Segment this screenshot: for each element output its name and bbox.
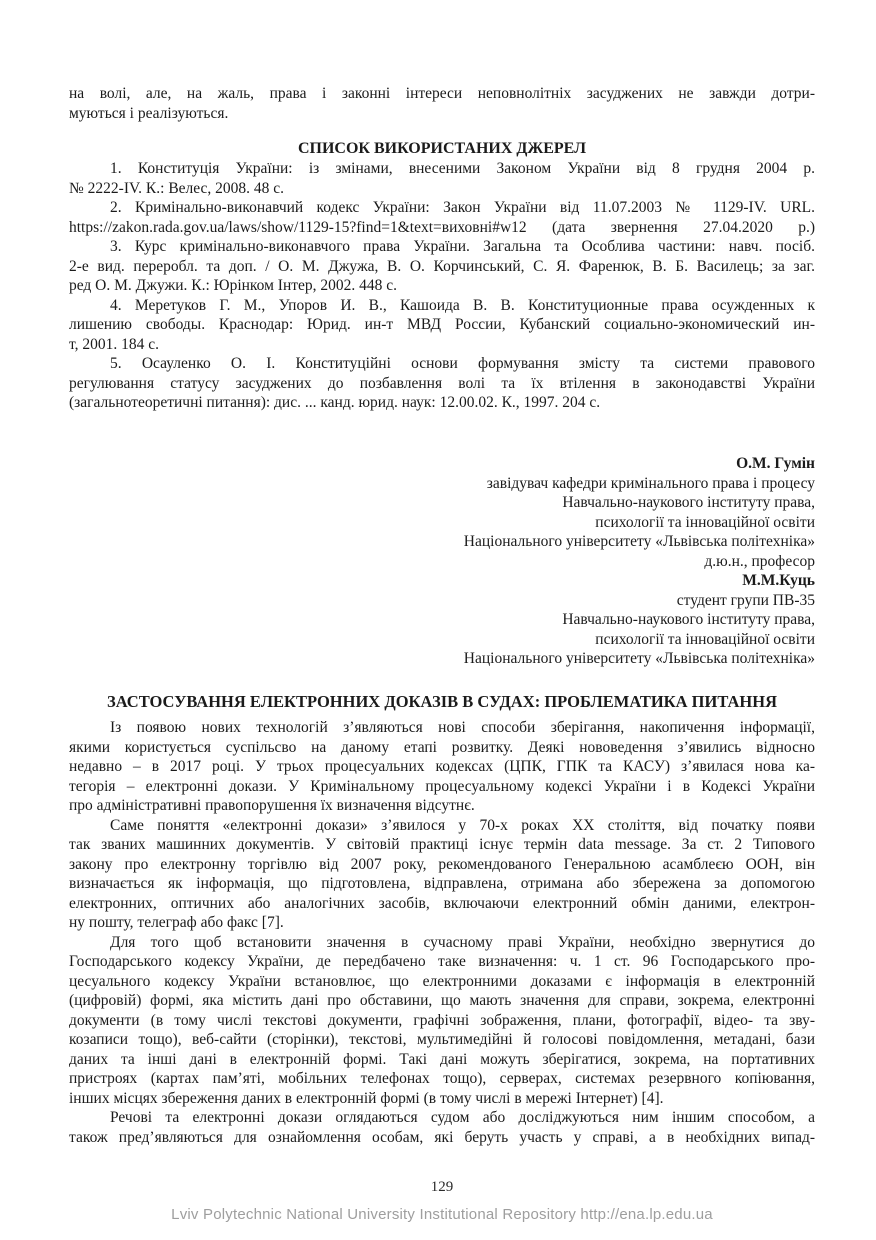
references-list [69, 159, 815, 413]
body-paragraph [69, 718, 815, 816]
text-line: козаписи тощо), веб-сайти (сторінки), текстові, мультимедійні й голосові повідомлення, метадані, бази [69, 1031, 815, 1048]
reference-item [69, 198, 815, 237]
text-line: https://zakon.rada.gov.ua/laws/show/1129-15?find=1&text=виховні#w12 (дата звернення 27.04.2020 р.) [69, 218, 815, 236]
reference-item [69, 237, 815, 296]
authors-block [69, 454, 815, 669]
reference-item [69, 159, 815, 198]
text-line: про адміністративні правопорушення їх визначення відсутнє. [69, 797, 475, 814]
author-name: О.М. Гумін [736, 455, 815, 472]
text-line: Речові та електронні докази оглядаються судом або досліджуються ним іншим способом, а [110, 1109, 815, 1126]
text-line: інших місцях збереження даних в електронній формі (в тому числі в мережі Інтернет) [4]. [69, 1089, 664, 1107]
text-line: Навчально-наукового інституту права, [562, 494, 815, 511]
text-line: Саме поняття «електронні докази» з’явилося у 70-х роках ХХ століття, від початку появи [110, 816, 815, 834]
text-line: пристроях (картах пам’яті, мобільних телефонах тощо), серверах, системах резервного копіювання, [69, 1070, 815, 1087]
text-line: 4. Меретуков Г. М., Упоров И. В., Кашоида В. В. Конституционные права осужденных к [110, 296, 815, 314]
reference-item [69, 354, 815, 413]
text-line: психології та інноваційної освіти [595, 513, 815, 531]
text-line: визначається як інформація, що підготовлена, відправлена, отримана або збережена за допомогою [69, 875, 815, 892]
text-line: Національного університету «Львівська політехніка» [463, 533, 815, 550]
text-line: якими користується суспільсво на даному етапі розвитку. Деякі нововедення з’явились відносно [69, 738, 815, 756]
text-line: даних та інші дані в електронній формі. Такі дані можуть зберігатися, зокрема, на портативних [69, 1050, 815, 1068]
text-line: документи (в тому числі текстові документи, графічні зображення, плани, фотографії, відео- та зву- [69, 1011, 815, 1029]
article-body [69, 718, 815, 1147]
text-line: психології та інноваційної освіти [595, 630, 815, 648]
text-line: закону про електронну торгівлю від 2007 року, рекомендованого Генеральною асамблеєю ООН, він [69, 855, 815, 873]
text-line: так званих машинних документів. У світовій практиці існує термін data message. За ст. 2 Типового [69, 836, 815, 853]
text-line: лишению свободы. Краснодар: Юрид. ин-т МВД России, Кубанский социально-экономический ин- [69, 316, 815, 333]
text-line: 5. Осауленко О. І. Конституційні основи формування змісту та системи правового [110, 355, 815, 372]
references-heading: СПИСОК ВИКОРИСТАНИХ ДЖЕРЕЛ [297, 140, 587, 157]
text-line: № 2222-IV. К.: Велес, 2008. 48 с. [69, 179, 285, 197]
repository-footer: Lviv Polytechnic National University Institutional Repository http://ena.lp.edu.ua [171, 1206, 713, 1223]
article-title: ЗАСТОСУВАННЯ ЕЛЕКТРОННИХ ДОКАЗІВ В СУДАХ: ПРОБЛЕМАТИКА ПИТАННЯ [106, 692, 778, 711]
text-line: Навчально-наукового інституту права, [562, 611, 815, 628]
text-line: Господарського кодексу України, де передбачено таке визначення: ч. 1 ст. 96 Господарського про- [69, 953, 815, 970]
author-affiliation [69, 474, 815, 572]
text-line: студент групи ПВ-35 [676, 591, 815, 609]
text-line: Національного університету «Львівська політехніка» [463, 650, 815, 667]
author-entry [69, 571, 815, 669]
text-line: ред О. М. Джужи. К.: Юрінком Інтер, 2002. 448 с. [69, 277, 398, 294]
author-name: М.М.Куць [742, 572, 815, 589]
text-line: регулювання статусу засуджених до позбавлення волі та їх втілення в законодавстві України [69, 374, 815, 392]
text-line: завідувач кафедри кримінального права і процесу [486, 474, 815, 492]
text-line: 2-е вид. переробл. та доп. / О. М. Джужа, В. О. Корчинський, С. Я. Фаренюк, В. Б. Василець; за заг. [69, 257, 815, 275]
text-line: (загальнотеоретичні питання): дис. ... канд. юрид. наук: 12.00.02. К., 1997. 204 с. [69, 394, 601, 411]
text-line: цесуального кодексу України встановлює, що електронними доказами є інформація в електронній [69, 972, 815, 990]
text-line: ну пошту, телеграф або факс [7]. [69, 914, 284, 931]
text-line: 2. Кримінально-виконавчий кодекс України: Закон України від 11.07.2003 № 1129-IV. URL. [110, 199, 815, 216]
text-line: на волі, але, на жаль, права і законні інтереси неповнолітніх засуджених не завжди дотри- [69, 85, 815, 102]
text-line: також пред’являються для ознайомлення особам, які беруть участь у справі, а в необхідних випад- [69, 1128, 815, 1146]
text-line: (цифровій) формі, яка містить дані про обставини, що мають значення для справи, зокрема, електронні [69, 992, 815, 1009]
text-line: муються і реалізуються. [69, 104, 229, 122]
page-number: 129 [430, 1179, 454, 1195]
body-paragraph [69, 816, 815, 933]
text-line: Для того щоб встановити значення в сучасному праві України, необхідно звернутися до [110, 933, 815, 951]
text-line: д.ю.н., професор [704, 552, 815, 570]
text-line: 3. Курс кримінально-виконавчого права України. Загальна та Особлива частини: навч. посіб. [110, 238, 815, 255]
text-line: недавно – в 2017 році. У трьох процесуальних кодексах (ЦПК, ГПК та КАСУ) з’явилася нова ка- [69, 758, 815, 775]
text-line: 1. Конституція України: із змінами, внесеними Законом України від 8 грудня 2004 р. [110, 160, 815, 177]
text-line: т, 2001. 184 с. [69, 335, 159, 353]
text-line: електронних, оптичних або аналогічних засобів, включаючи електронний обмін даними, електрон- [69, 894, 815, 912]
text-line: Із появою нових технологій з’являються нові способи зберігання, накопичення інформації, [110, 719, 815, 736]
body-paragraph [69, 1108, 815, 1147]
reference-item [69, 296, 815, 355]
text-line: тегорія – електронні докази. У Кримінальному процесуальному кодексі України і в Кодексі України [69, 777, 815, 795]
author-affiliation [69, 591, 815, 669]
author-entry [69, 454, 815, 571]
body-paragraph [69, 933, 815, 1109]
continuation-paragraph [69, 84, 815, 123]
